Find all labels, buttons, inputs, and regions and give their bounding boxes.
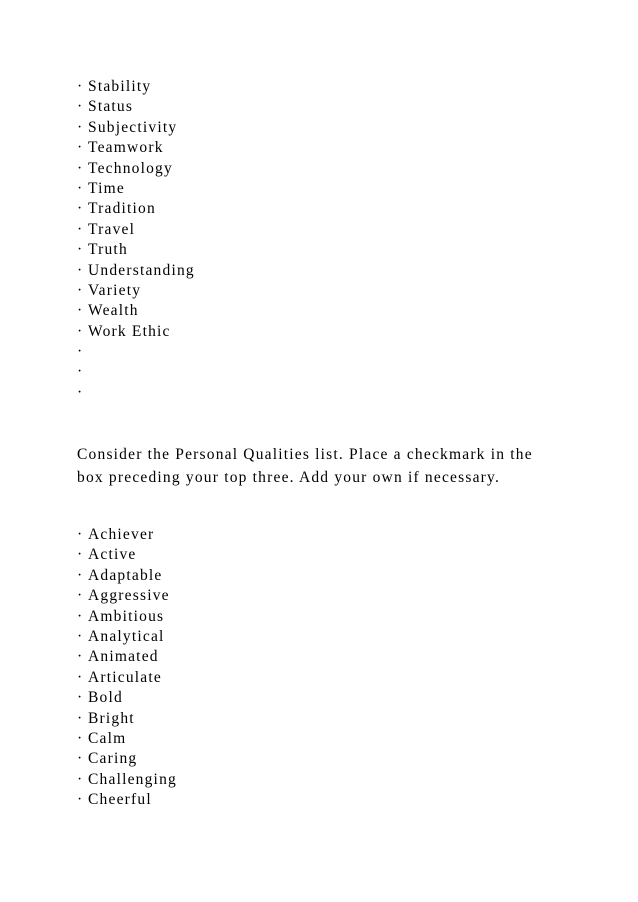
list-item-label: Animated [88,648,159,666]
list-item [77,179,195,199]
list-item [77,688,177,708]
list-item-label: Wealth [88,302,139,320]
bullet: · [77,648,84,666]
list-item [77,97,195,117]
bullet: · [77,98,84,116]
list-item-empty [77,362,195,382]
bullet: · [77,281,84,299]
bullet: · [77,668,84,686]
list-item-label: Truth [88,241,128,259]
list-item-label: Understanding [88,261,195,279]
list-item-label: Active [88,546,137,564]
list-item [77,545,177,565]
list-item-label: Bold [88,689,123,707]
list-item [77,647,177,667]
list-item-label: Teamwork [88,139,164,157]
bullet: · [77,363,84,381]
list-item-label: Subjectivity [88,118,178,136]
bullet: · [77,627,84,645]
list-item [77,77,195,97]
list-item [77,138,195,158]
list-item [77,281,195,301]
list-item-label: Status [88,98,134,116]
bullet: · [77,302,84,320]
bullet: · [77,566,84,584]
bullet: · [77,343,84,361]
bullet: · [77,118,84,136]
list-item-label: Cheerful [88,791,152,809]
bullet: · [77,261,84,279]
list-item [77,199,195,219]
bullet: · [77,200,84,218]
list-item-label: Calm [88,729,127,747]
bullet: · [77,526,84,543]
instruction-paragraph [77,443,557,489]
list-item [77,525,177,545]
list-item-label: Achiever [88,526,155,543]
bullet: · [77,139,84,157]
list-item [77,566,177,586]
list-item [77,790,177,810]
list-item [77,709,177,729]
bullet: · [77,607,84,625]
list-item [77,301,195,321]
list-item-label: Variety [88,281,142,299]
list-item-label: Adaptable [88,566,163,584]
bullet: · [77,689,84,707]
bullet: · [77,220,84,238]
list-item-label: Caring [88,750,138,768]
bullet: · [77,750,84,768]
list-item [77,668,177,688]
bullet: · [77,322,84,340]
list-item [77,220,195,240]
bullet: · [77,159,84,177]
list-item [77,627,177,647]
list-item [77,607,177,627]
list-item-label: Challenging [88,770,177,788]
bullet: · [77,78,84,95]
bullet: · [77,729,84,747]
list-item-label: Articulate [88,668,162,686]
bullet: · [77,709,84,727]
list-item [77,729,177,749]
values-list [77,77,195,403]
list-item [77,261,195,281]
bullet: · [77,770,84,788]
list-item [77,322,195,342]
bullet: · [77,791,84,809]
list-item [77,240,195,260]
list-item-label: Stability [88,78,152,95]
list-item [77,749,177,769]
list-item-empty [77,383,195,403]
list-item-label: Travel [88,220,136,238]
list-item-empty [77,342,195,362]
bullet: · [77,587,84,605]
bullet: · [77,546,84,564]
bullet: · [77,383,84,401]
instruction-line: box preceding your top three. Add your own if necessary. [77,469,501,486]
list-item [77,159,195,179]
list-item-label: Aggressive [88,587,170,605]
list-item-label: Analytical [88,627,165,645]
list-item [77,118,195,138]
list-item-label: Work Ethic [88,322,171,340]
list-item-label: Ambitious [88,607,165,625]
list-item-label: Tradition [88,200,156,218]
list-item-label: Bright [88,709,135,727]
list-item [77,770,177,790]
list-item-label: Time [88,179,125,197]
list-item-label: Technology [88,159,173,177]
personal-qualities-list [77,525,177,810]
instruction-line: Consider the Personal Qualities list. Place a checkmark in the [77,446,533,463]
bullet: · [77,241,84,259]
bullet: · [77,179,84,197]
list-item [77,586,177,606]
